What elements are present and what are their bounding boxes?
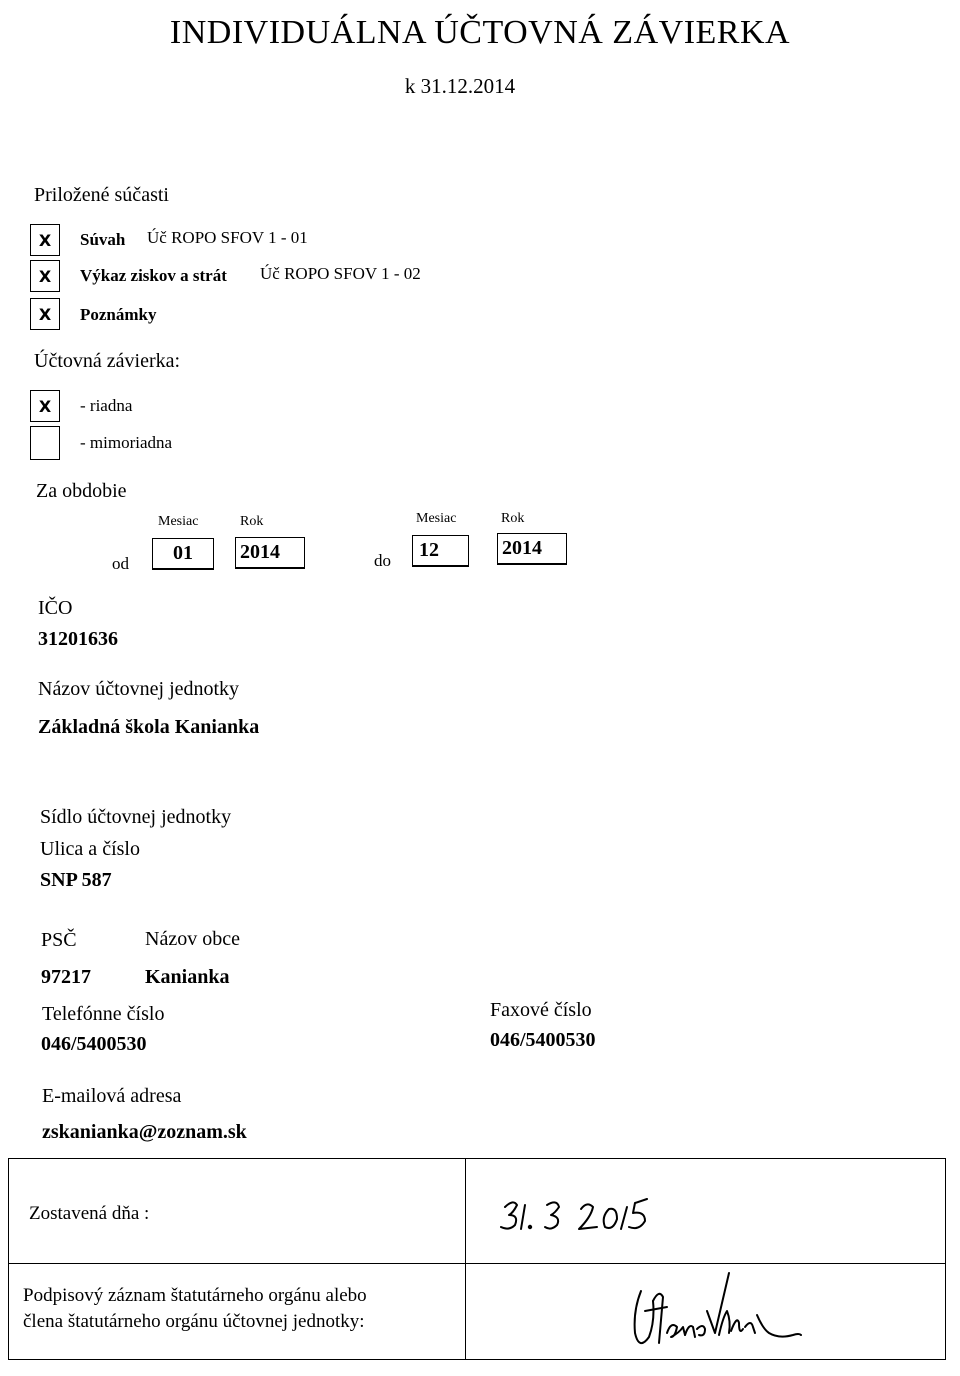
- phone-value: 046/5400530: [41, 1033, 147, 1055]
- from-year-field[interactable]: 2014: [235, 537, 305, 569]
- email-value: zskanianka@zoznam.sk: [42, 1121, 247, 1143]
- document-date: k 31.12.2014: [404, 74, 516, 98]
- signature-label-line2: člena štatutárneho orgánu účtovnej jednotky:: [23, 1311, 365, 1332]
- period-heading: Za obdobie: [36, 480, 127, 502]
- option-riadna-label: - riadna: [80, 396, 133, 415]
- to-month-field[interactable]: 12: [412, 535, 469, 567]
- signature-label-line1: Podpisový záznam štatutárneho orgánu alebo: [23, 1285, 367, 1306]
- attachment-code-vykaz: Úč ROPO SFOV 1 - 02: [260, 264, 421, 283]
- table-column-divider: [465, 1159, 466, 1359]
- phone-label: Telefónne číslo: [42, 1003, 165, 1025]
- seat-label: Sídlo účtovnej jednotky: [40, 806, 232, 828]
- email-label: E-mailová adresa: [42, 1085, 182, 1107]
- signature-image: [619, 1271, 809, 1357]
- to-year-field[interactable]: 2014: [497, 533, 567, 565]
- attachments-heading: Priložené súčasti: [34, 184, 169, 206]
- entity-name-label: Názov účtovnej jednotky: [38, 678, 240, 700]
- checkbox-mimoriadna[interactable]: [30, 426, 60, 460]
- psc-label: PSČ: [41, 929, 77, 951]
- fax-value: 046/5400530: [490, 1029, 596, 1051]
- street-value: SNP 587: [40, 869, 112, 891]
- period-from-label: od: [112, 554, 129, 573]
- checkbox-vykaz[interactable]: X: [30, 260, 60, 292]
- to-month-label: Mesiac: [416, 511, 457, 526]
- document-title: INDIVIDUÁLNA ÚČTOVNÁ ZÁVIERKA: [169, 14, 791, 51]
- psc-value: 97217: [41, 966, 91, 988]
- statement-type-heading: Účtovná závierka:: [34, 350, 181, 372]
- from-month-label: Mesiac: [158, 514, 199, 529]
- fax-label: Faxové číslo: [490, 999, 592, 1021]
- city-value: Kanianka: [145, 966, 230, 988]
- option-mimoriadna-label: - mimoriadna: [80, 433, 173, 452]
- city-label: Názov obce: [145, 928, 240, 950]
- table-row-divider: [9, 1263, 945, 1264]
- checkbox-riadna[interactable]: X: [30, 390, 60, 422]
- ico-value: 31201636: [38, 628, 118, 650]
- attachment-name-suvaha: Súvah: [80, 230, 126, 249]
- street-label: Ulica a číslo: [40, 838, 140, 860]
- to-year-label: Rok: [501, 511, 525, 526]
- from-year-label: Rok: [240, 514, 264, 529]
- compiled-date-label: Zostavená dňa :: [29, 1203, 150, 1224]
- attachment-code-suvaha: Úč ROPO SFOV 1 - 01: [147, 228, 308, 247]
- ico-label: IČO: [38, 597, 73, 619]
- attachment-name-vykaz: Výkaz ziskov a strát: [80, 266, 227, 285]
- compiled-date-handwritten: [489, 1181, 689, 1241]
- attachment-name-poznamky: Poznámky: [80, 305, 157, 324]
- checkbox-poznamky[interactable]: X: [30, 298, 60, 330]
- from-month-field[interactable]: 01: [152, 538, 214, 570]
- period-to-label: do: [374, 551, 391, 570]
- signature-table: [8, 1158, 946, 1360]
- entity-name-value: Základná škola Kanianka: [38, 716, 260, 738]
- checkbox-suvaha[interactable]: X: [30, 224, 60, 256]
